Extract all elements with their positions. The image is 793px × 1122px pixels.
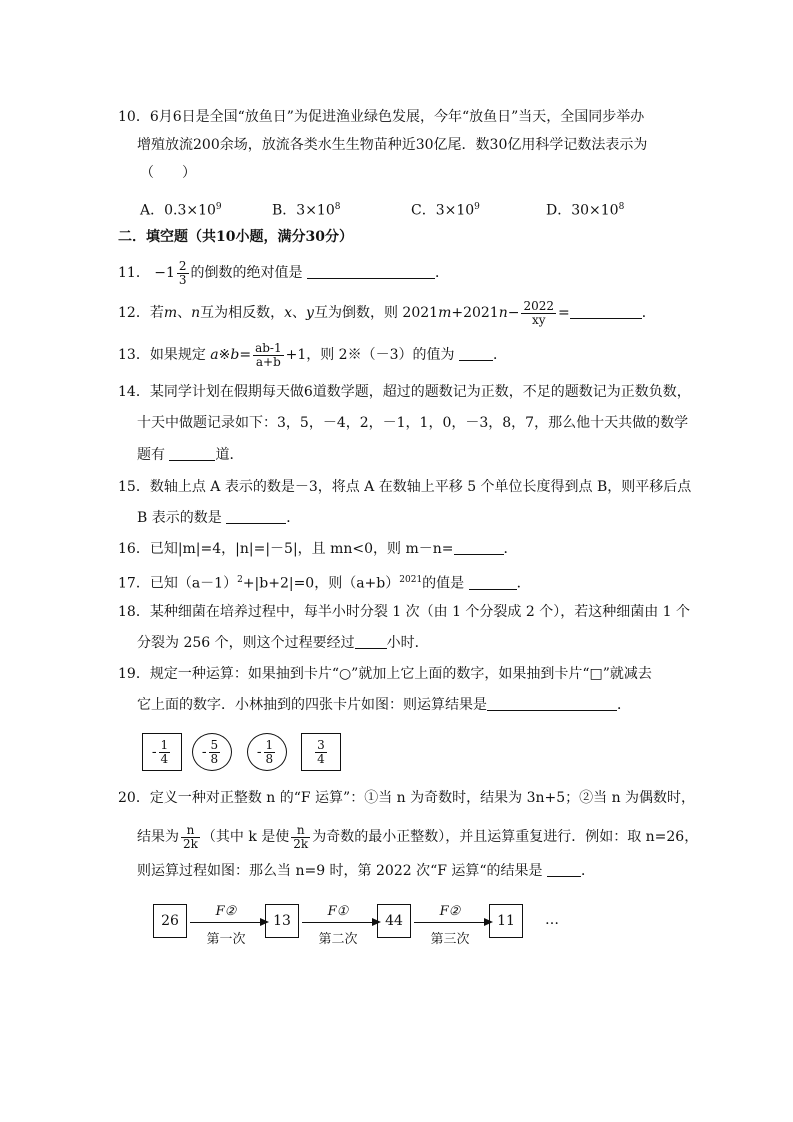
q19-card-2: - $\frac{5}{8}$ xyxy=(192,733,232,771)
q18-answer-blank[interactable] xyxy=(355,634,387,649)
q10-line3: （ ） xyxy=(140,165,196,181)
q18-line1: 18．某种细菌在培养过程中，每半小时分裂 1 次（由 1 个分裂成 2 个），若这种细菌由 1 个 xyxy=(118,604,691,620)
q10-line2: 增殖放流200余场，放流各类水生生物苗种近30亿尾．数30亿用科学记数法表示为 xyxy=(137,137,648,153)
q10-option-d: D．$30\times 10^8$ xyxy=(546,202,625,219)
q19-card-4: $\frac{3}{4}$ xyxy=(301,733,341,771)
q16-answer-blank[interactable] xyxy=(454,540,504,555)
section-heading: 二．填空题（共10小题，满分30分） xyxy=(118,229,353,245)
q20-box-1: 26 xyxy=(153,904,187,938)
q16: 16．已知|m|=4，|n|=|－5|，且 mn<0，则 m－n= ． xyxy=(118,541,518,557)
q17-answer-blank[interactable] xyxy=(469,575,517,590)
q20-arrow-2: F① 第二次 xyxy=(302,904,382,944)
q11-fraction: $\frac{2}{3}$ xyxy=(178,258,187,287)
q19-answer-blank[interactable] xyxy=(487,696,617,711)
q10-option-a: A．$0.3\times 10^9$ xyxy=(140,202,222,219)
q13-answer-blank[interactable] xyxy=(459,346,493,361)
q10-line1: 10．6月6日是全国“放鱼日”为促进渔业绿色发展，今年“放鱼日”当天，全国同步举办 xyxy=(118,109,645,125)
q17: 17．已知$(a-1)^2+|b+2|=0$，则$(a+b)^{2021}$的值是 ． xyxy=(118,575,531,592)
q12-answer-blank[interactable] xyxy=(570,304,642,319)
q19-card-1: - $\frac{1}{4}$ xyxy=(142,733,182,771)
q15-line2: B 表示的数是 ． xyxy=(137,510,301,526)
q15-answer-blank[interactable] xyxy=(226,509,286,524)
q14-line1: 14．某同学计划在假期每天做6道数学题，超过的题数记为正数，不足的题数记为正数负数， xyxy=(118,384,691,400)
q15-line1: 15．数轴上点 A 表示的数是－3，将点 A 在数轴上平移 5 个单位长度得到点 B，则平移后点 xyxy=(118,479,692,495)
q20-line1: 20．定义一种对正整数 n 的“F 运算”：①当 n 为奇数时，结果为 3n+5；②当 n 为偶数时， xyxy=(118,790,696,806)
q20-box-2: 13 xyxy=(265,904,299,938)
q19-line2: 它上面的数字．小林抽到的四张卡片如图：则运算结果是 ． xyxy=(137,697,631,713)
q14-answer-blank[interactable] xyxy=(169,446,215,461)
q11-answer-blank[interactable] xyxy=(307,264,435,279)
q19-line1: 19．规定一种运算：如果抽到卡片“○”就加上它上面的数字，如果抽到卡片“□”就减去 xyxy=(118,666,652,682)
q19-card-3: - $\frac{1}{8}$ xyxy=(247,733,287,771)
q20-arrow-3: F② 第三次 xyxy=(414,904,494,944)
q11: 11． −1 $\frac{2}{3}$ 的倒数的绝对值是 ． xyxy=(118,258,449,287)
q13: 13．如果规定 a※b= $\frac{ab-1}{a+b}$ +1，则 2※（－3）的值为 ． xyxy=(118,340,507,369)
q12: 12．若m、n互为相反数，x、y互为倒数，则 2021m+2021n− $\frac{2022}{xy}$ = ． xyxy=(118,298,656,327)
q20-line3: 则运算过程如图：那么当 n=9 时，第 2022 次“F 运算“的结果是 ． xyxy=(137,863,596,879)
q14-line2: 十天中做题记录如下：3，5，－4，2，－1，1，0，－3，8，7，那么他十天共做的数学 xyxy=(137,415,689,431)
q12-fraction: $\frac{2022}{xy}$ xyxy=(523,298,555,327)
q10-option-b: B．$3\times 10^8$ xyxy=(272,202,341,219)
q14-line3: 题有 道． xyxy=(137,447,244,463)
q20-box-4: 11 xyxy=(489,904,523,938)
q10-option-c: C．$3\times 10^9$ xyxy=(411,202,480,219)
q20-line2: 结果为 $\frac{n}{2k}$ （其中 k 是使 $\frac{n}{2k}$ 为奇数的最小正整数），并且运算重复进行．例如：取 n=26， xyxy=(137,822,699,851)
q20-arrow-1: F② 第一次 xyxy=(190,904,270,944)
q20-box-3: 44 xyxy=(377,904,411,938)
q20-ellipsis: … xyxy=(545,912,559,928)
q18-line2: 分裂为 256 个，则这个过程要经过 小时． xyxy=(137,635,429,651)
q20-answer-blank[interactable] xyxy=(547,862,581,877)
q13-fraction: $\frac{ab-1}{a+b}$ xyxy=(255,340,282,369)
